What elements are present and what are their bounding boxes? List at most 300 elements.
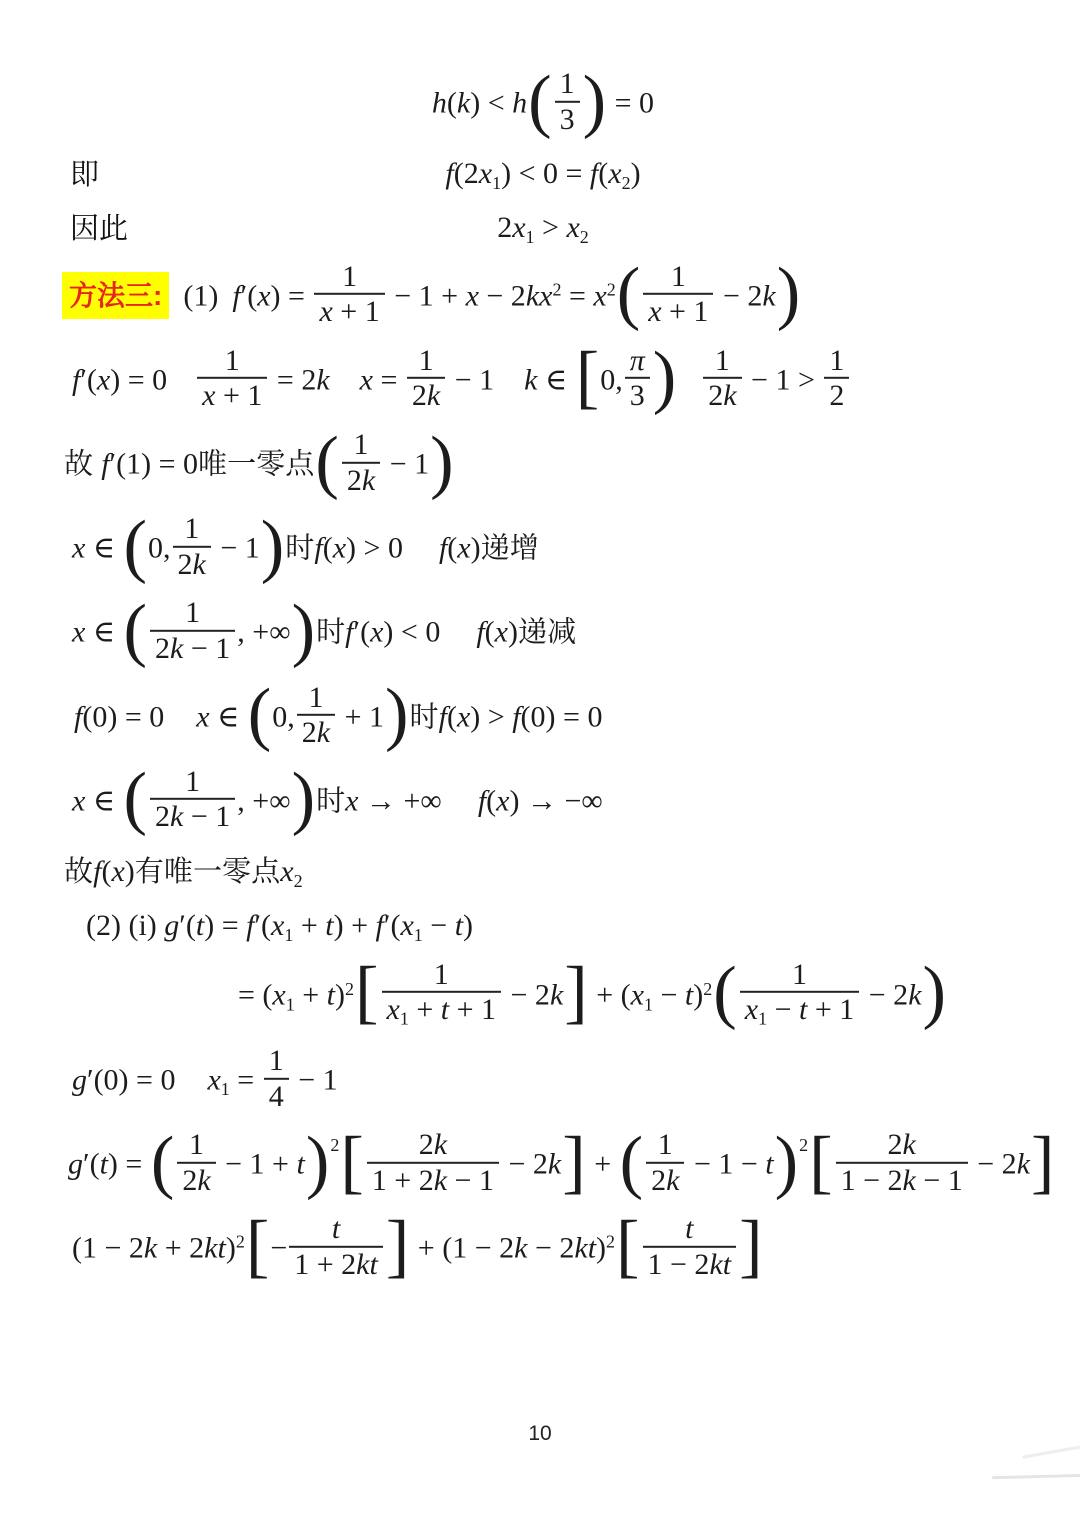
math-var: x bbox=[207, 1063, 221, 1097]
math-var: x bbox=[744, 992, 759, 1026]
math-var: t bbox=[799, 992, 808, 1026]
fraction bbox=[177, 1128, 215, 1197]
math-text: = bbox=[372, 363, 405, 397]
fraction bbox=[150, 596, 235, 665]
math-var: t bbox=[685, 1212, 694, 1246]
math-line: h(k) < h( $\frac{1}{3}$ ) = 0 bbox=[431, 61, 655, 140]
math-var: f bbox=[345, 615, 354, 649]
superscript: 2 bbox=[799, 1135, 809, 1156]
math-var: x bbox=[496, 784, 510, 818]
math-var: k bbox=[723, 379, 737, 413]
math-var: x bbox=[359, 363, 373, 397]
math-text: + bbox=[408, 992, 441, 1026]
math-text: ) < 0 bbox=[383, 615, 441, 649]
math-text: ) = bbox=[204, 909, 247, 943]
math-var: x bbox=[478, 157, 493, 191]
math-var: h bbox=[512, 86, 528, 120]
math-var: f bbox=[246, 909, 255, 943]
math-text: − bbox=[270, 1231, 288, 1265]
math-var: x bbox=[319, 295, 333, 329]
math-var: k bbox=[762, 279, 776, 313]
math-var: x bbox=[465, 279, 479, 313]
math-text: = 0 bbox=[607, 86, 655, 120]
denominator bbox=[625, 377, 650, 413]
math-text: ) bbox=[225, 1231, 236, 1265]
numerator bbox=[289, 1212, 383, 1246]
subscript: 1 bbox=[284, 925, 294, 945]
fraction bbox=[367, 1128, 499, 1197]
fraction bbox=[643, 1212, 737, 1281]
fraction bbox=[625, 344, 650, 413]
math-var: k bbox=[433, 1127, 448, 1161]
math-text: ) + bbox=[333, 909, 376, 943]
math-text: − bbox=[767, 992, 799, 1026]
math-text: 递增 bbox=[480, 532, 539, 565]
denominator bbox=[836, 1162, 968, 1198]
math-text: + bbox=[294, 978, 327, 1012]
math-var: x bbox=[280, 855, 294, 888]
fraction bbox=[173, 512, 211, 581]
math-var: kt bbox=[709, 1247, 732, 1281]
math-text: − 1 bbox=[290, 1063, 338, 1097]
math-var: π bbox=[629, 343, 645, 377]
math-text: 1 + 2 bbox=[294, 1247, 357, 1281]
subscript: 2 bbox=[621, 172, 631, 193]
math-var: x bbox=[630, 978, 644, 1012]
math-var: t bbox=[325, 909, 334, 943]
math-var: x bbox=[96, 363, 111, 397]
math-text: ′( bbox=[179, 909, 196, 943]
math-text: ∈ bbox=[85, 615, 123, 649]
denominator bbox=[407, 377, 445, 413]
denominator bbox=[264, 1077, 289, 1113]
subscript: 1 bbox=[644, 993, 653, 1014]
math-var: g bbox=[72, 1063, 87, 1097]
math-var: f bbox=[512, 700, 521, 734]
math-var: t bbox=[326, 978, 336, 1012]
subscript: 1 bbox=[492, 172, 502, 193]
math-text: 时 bbox=[316, 616, 346, 649]
numerator bbox=[367, 1128, 499, 1162]
math-var: x bbox=[72, 784, 86, 818]
math-text: − 1 bbox=[447, 1163, 494, 1197]
math-text: ′( bbox=[254, 909, 272, 943]
math-text: ) bbox=[335, 978, 346, 1012]
math-text: 1 bbox=[657, 1127, 673, 1161]
numerator bbox=[740, 957, 860, 991]
math-var: f bbox=[232, 279, 241, 313]
math-var: x bbox=[593, 279, 607, 313]
math-var: k bbox=[547, 1147, 562, 1181]
math-text: 1 bbox=[792, 957, 807, 991]
math-text: 时 bbox=[409, 701, 439, 734]
math-var: f bbox=[438, 531, 448, 565]
math-line bbox=[62, 907, 1024, 946]
numerator bbox=[836, 1128, 968, 1162]
math-text: ) → −∞ bbox=[509, 784, 603, 818]
math-text: 1 bbox=[342, 259, 358, 293]
math-text: 2 bbox=[155, 800, 171, 834]
math-var: x bbox=[512, 211, 526, 245]
math-var: x bbox=[272, 978, 286, 1012]
math-text: ′( bbox=[83, 1147, 100, 1181]
math-var: kt bbox=[204, 1231, 226, 1265]
math-text: ) < 0 = bbox=[501, 157, 590, 191]
math-var: g bbox=[68, 1147, 83, 1181]
superscript: 2 bbox=[606, 279, 616, 300]
math-text: 1 − 2 bbox=[647, 1247, 710, 1281]
math-text: − 2 bbox=[715, 279, 763, 313]
denominator bbox=[824, 377, 849, 413]
math-text: 2 bbox=[301, 716, 317, 750]
math-var: f bbox=[101, 447, 110, 481]
method-label: 方法三: bbox=[62, 272, 169, 319]
denominator bbox=[177, 1162, 215, 1198]
math-text: − 2 bbox=[500, 1147, 548, 1181]
math-line: f′(x) = 0 $\frac{1}{x + 1}$ = 2k x = $\frac{1}{2k}$ − 1 k ∈ [0, $\frac{\pi}{3}$ ) $\frac{1}{2k}$ − 1 > $\frac{1}{2}$ bbox=[62, 348, 1024, 417]
fraction bbox=[824, 344, 849, 413]
math-var: k bbox=[361, 463, 376, 497]
math-text: ) bbox=[470, 531, 481, 565]
superscript: 2 bbox=[345, 978, 355, 999]
math-var: k bbox=[666, 1163, 680, 1197]
numerator bbox=[555, 67, 580, 101]
math-text: + 1 bbox=[449, 992, 497, 1026]
math-text: − 2 bbox=[503, 978, 550, 1012]
math-text: ∈ bbox=[209, 700, 247, 734]
math-var: k bbox=[549, 978, 564, 1012]
math-var: k bbox=[143, 1231, 158, 1265]
math-text: (1 − 2 bbox=[72, 1231, 144, 1265]
fraction bbox=[150, 765, 235, 834]
math-line: g′(t) = ( $\frac{1}{2k}$ − 1 + t)$^2$[ $\frac{2k}{1 + 2k - 1}$ − 2k] + ( $\frac{1}{2k}$ − 1 − t)$^2$[ $\frac{2k}{1 - 2k - 1}$ − 2k] bbox=[68, 1122, 1055, 1201]
subscript: 1 bbox=[758, 1008, 768, 1029]
subscript: 2 bbox=[293, 870, 303, 891]
superscript: 2 bbox=[552, 279, 562, 300]
fraction bbox=[197, 344, 267, 413]
math-text: 2 bbox=[829, 379, 845, 413]
math-text: (0) = 0 bbox=[520, 700, 603, 734]
math-lines bbox=[62, 61, 1055, 1286]
math-var: t bbox=[195, 909, 205, 943]
math-text: − bbox=[653, 978, 685, 1012]
math-text: = 2 bbox=[269, 363, 317, 397]
numerator bbox=[382, 957, 502, 991]
math-text: ∈ bbox=[85, 531, 123, 565]
math-line: x ∈ ( $\frac{1}{2k - 1}$ , +∞)时f′(x) < 0 f(x)递减 bbox=[72, 591, 577, 670]
math-text: 2 bbox=[346, 463, 362, 497]
math-text: ( bbox=[322, 531, 333, 565]
math-var: x bbox=[271, 909, 285, 943]
math-text: 唯一零点 bbox=[198, 448, 315, 481]
fraction bbox=[643, 259, 713, 328]
math-text: 2 bbox=[182, 1163, 198, 1197]
math-text: ′(1) = 0 bbox=[109, 447, 198, 481]
math-text: − 1 bbox=[915, 1163, 963, 1197]
subscript: 1 bbox=[399, 1008, 409, 1029]
fraction bbox=[740, 957, 860, 1029]
math-text: ) = 0 bbox=[110, 363, 168, 397]
denominator bbox=[173, 546, 211, 582]
fraction bbox=[342, 428, 380, 497]
math-var: x bbox=[111, 855, 125, 888]
math-var: k bbox=[197, 1163, 211, 1197]
math-text: 3 bbox=[629, 379, 645, 413]
math-text: 1 bbox=[714, 343, 730, 377]
fraction bbox=[646, 1128, 684, 1197]
math-var: x bbox=[457, 531, 471, 565]
denominator bbox=[197, 377, 267, 413]
math-text: ( bbox=[446, 700, 457, 734]
math-text: 1 bbox=[353, 427, 369, 461]
math-text: + ( bbox=[588, 978, 631, 1012]
math-line: $(1 - 2k + 2kt)^2[-$ $\frac{t}{1 + 2kt}$ ] + $(1 - 2k - 2kt)^2$[ $\frac{t}{1 - 2kt}$ ] bbox=[72, 1207, 763, 1286]
math-var: x bbox=[386, 992, 400, 1026]
math-text: − 2 bbox=[969, 1147, 1017, 1181]
denominator bbox=[646, 1162, 684, 1198]
math-text: (0) = 0 bbox=[82, 700, 165, 734]
math-text: − 1 bbox=[447, 363, 495, 397]
math-line: x ∈ ( $\frac{1}{2k - 1}$ , +∞)时x → +∞ f(x) → −∞ bbox=[72, 759, 603, 838]
numerator bbox=[625, 344, 650, 378]
math-var: x bbox=[648, 295, 662, 329]
math-text: 有唯一零点 bbox=[134, 856, 281, 888]
math-var: f bbox=[72, 363, 81, 397]
numerator bbox=[703, 344, 741, 378]
math-var: t bbox=[454, 909, 464, 943]
superscript: 2 bbox=[703, 978, 713, 999]
superscript: 2 bbox=[330, 1135, 340, 1156]
math-text: , +∞ bbox=[237, 784, 291, 818]
math-text: 1 bbox=[268, 1043, 284, 1077]
math-text: − 1 bbox=[382, 447, 430, 481]
numerator bbox=[197, 344, 267, 378]
math-text: ) > 0 bbox=[346, 531, 403, 565]
math-text: ) bbox=[508, 615, 518, 649]
math-text: ( bbox=[447, 531, 458, 565]
math-var: f bbox=[74, 700, 83, 734]
math-text: 1 bbox=[185, 764, 201, 798]
math-text: ( bbox=[484, 615, 495, 649]
math-line: x ∈ (0, $\frac{1}{2k}$ − 1)时f(x) > 0 f(x)递增 bbox=[72, 506, 539, 585]
fraction bbox=[555, 67, 580, 136]
math-text: 1 bbox=[224, 343, 240, 377]
math-text: + 1 bbox=[332, 295, 380, 329]
math-text: ) = bbox=[107, 1147, 150, 1181]
math-text: − 1 + bbox=[386, 279, 466, 313]
numerator bbox=[297, 680, 335, 714]
math-text: − 2 bbox=[478, 279, 526, 313]
numerator bbox=[646, 1128, 684, 1162]
subscript: 1 bbox=[413, 925, 423, 945]
numerator bbox=[314, 259, 384, 293]
math-var: kt bbox=[356, 1247, 378, 1281]
math-text: ) bbox=[124, 855, 135, 888]
math-text: ∈ bbox=[85, 784, 123, 818]
math-text: − 1 bbox=[183, 631, 231, 665]
fraction bbox=[836, 1128, 968, 1197]
numerator bbox=[264, 1044, 289, 1078]
math-text: = ( bbox=[238, 978, 273, 1012]
math-var: t bbox=[331, 1212, 341, 1246]
math-text: + bbox=[586, 1147, 619, 1181]
page-curl-shadow bbox=[992, 1472, 1080, 1479]
fraction bbox=[289, 1212, 383, 1281]
math-text: 1 − 2 bbox=[840, 1163, 903, 1197]
math-var: k bbox=[316, 363, 330, 397]
math-line bbox=[62, 209, 1024, 248]
denominator bbox=[740, 991, 860, 1029]
math-var: x bbox=[456, 700, 471, 734]
math-text: ) = bbox=[270, 279, 313, 313]
math-line bbox=[62, 853, 1024, 892]
math-var: f bbox=[375, 909, 384, 943]
math-text: 2 bbox=[708, 379, 724, 413]
math-var: x bbox=[332, 531, 347, 565]
math-var: k bbox=[170, 800, 184, 834]
math-text: 时 bbox=[316, 785, 346, 818]
math-text: 1 bbox=[418, 343, 434, 377]
math-var: f bbox=[445, 157, 454, 191]
denominator bbox=[150, 798, 235, 834]
math-var: t bbox=[99, 1147, 108, 1181]
math-text: ( bbox=[486, 784, 497, 818]
math-var: t bbox=[296, 1147, 305, 1181]
math-text: , +∞ bbox=[237, 615, 291, 649]
math-var: k bbox=[316, 716, 331, 750]
math-text: 2 bbox=[497, 211, 513, 245]
math-text: ) bbox=[596, 1231, 607, 1265]
math-text: (2) (i) bbox=[86, 909, 165, 943]
math-var: x bbox=[202, 379, 216, 413]
math-text: + 1 bbox=[661, 295, 709, 329]
fraction bbox=[264, 1044, 289, 1113]
math-text: ) bbox=[693, 978, 704, 1012]
math-text: ) bbox=[630, 157, 641, 191]
math-text: 2 bbox=[418, 1127, 434, 1161]
math-text: > bbox=[534, 211, 567, 245]
subscript: 1 bbox=[525, 227, 535, 248]
math-text: 2 bbox=[177, 547, 193, 581]
math-line: f(0) = 0 x ∈ (0, $\frac{1}{2k}$ + 1)时f(x) > f(0) = 0 bbox=[74, 675, 603, 754]
numerator bbox=[407, 344, 445, 378]
numerator bbox=[824, 344, 849, 378]
math-var: k bbox=[902, 1163, 916, 1197]
math-text: (1) bbox=[183, 279, 219, 313]
math-text: + 2 bbox=[157, 1231, 205, 1265]
math-text: ′(0) = 0 bbox=[87, 1063, 176, 1097]
fraction bbox=[297, 680, 335, 749]
superscript: 2 bbox=[606, 1231, 616, 1252]
math-var: k bbox=[514, 1231, 528, 1265]
math-var: f bbox=[589, 157, 599, 191]
math-text: 2 bbox=[411, 379, 427, 413]
denominator bbox=[150, 630, 235, 666]
math-text: + 1 bbox=[807, 992, 855, 1026]
math-var: t bbox=[765, 1147, 774, 1181]
numerator bbox=[150, 765, 235, 799]
subscript: 1 bbox=[220, 1079, 230, 1100]
math-text: 1 bbox=[670, 259, 686, 293]
math-text: 1 + 2 bbox=[371, 1163, 434, 1197]
math-text: → +∞ bbox=[358, 784, 442, 818]
math-var: k bbox=[433, 1163, 448, 1197]
subscript: 1 bbox=[285, 993, 295, 1014]
denominator bbox=[297, 714, 335, 750]
math-text: 0, bbox=[600, 363, 623, 397]
math-text: − 1 − bbox=[686, 1147, 766, 1181]
math-text: 时 bbox=[285, 532, 315, 565]
math-var: f bbox=[314, 531, 323, 565]
denominator bbox=[314, 293, 384, 329]
math-text: − bbox=[422, 909, 455, 943]
math-var: kt bbox=[574, 1231, 597, 1265]
numerator bbox=[643, 259, 713, 293]
math-var: kx bbox=[525, 279, 553, 313]
math-text: − 1 > bbox=[743, 363, 823, 397]
math-text: ) bbox=[463, 909, 474, 943]
math-text: 0, bbox=[272, 700, 295, 734]
math-text: − 1 bbox=[212, 531, 260, 565]
denominator bbox=[643, 293, 713, 329]
page-curl-shadow bbox=[1022, 1444, 1080, 1458]
math-var: x bbox=[257, 279, 271, 313]
math-text: − 1 + bbox=[217, 1147, 297, 1181]
math-var: x bbox=[72, 615, 86, 649]
math-text: 1 bbox=[185, 596, 201, 630]
superscript: 2 bbox=[235, 1231, 245, 1252]
math-text: ′( bbox=[240, 279, 258, 313]
math-text: 2 bbox=[651, 1163, 667, 1197]
math-text: ′( bbox=[80, 363, 97, 397]
math-text: = bbox=[561, 279, 594, 313]
math-text: 2 bbox=[155, 631, 171, 665]
math-text: 递减 bbox=[518, 616, 577, 649]
math-line: = $(x1 + t)^2$[ $\frac{1}{x1 + t + 1}$ − $2k] + (x1 - t)^2$( $\frac{1}{x1 - t + 1}$ − 2k) bbox=[238, 953, 946, 1032]
math-text: 1 bbox=[308, 680, 324, 714]
math-var: k bbox=[908, 978, 922, 1012]
math-var: x bbox=[494, 615, 508, 649]
fraction bbox=[314, 259, 384, 328]
math-text: 1 bbox=[829, 343, 845, 377]
math-text: ( bbox=[101, 855, 112, 888]
math-line: 故 f′(1) = 0唯一零点( $\frac{1}{2k}$ − 1) bbox=[64, 422, 454, 501]
math-text: 1 bbox=[184, 512, 200, 546]
math-text: 故 bbox=[64, 448, 102, 481]
math-text: ) > bbox=[470, 700, 513, 734]
math-text: = bbox=[229, 1063, 262, 1097]
numerator bbox=[177, 1128, 215, 1162]
denominator bbox=[342, 461, 380, 497]
page-number: 10 bbox=[528, 1422, 552, 1445]
math-text: − 2 bbox=[861, 978, 909, 1012]
math-text: + bbox=[293, 909, 326, 943]
math-text: 2 bbox=[887, 1127, 903, 1161]
math-text: + (1 − 2 bbox=[410, 1231, 515, 1265]
subscript: 2 bbox=[579, 227, 589, 248]
math-var: t bbox=[440, 992, 450, 1026]
math-var: x bbox=[400, 909, 414, 943]
math-var: x bbox=[370, 615, 384, 649]
fraction bbox=[407, 344, 445, 413]
math-var: x bbox=[608, 157, 622, 191]
denominator bbox=[555, 100, 580, 136]
math-var: x bbox=[72, 531, 86, 565]
line-label: 因此 bbox=[70, 212, 129, 245]
math-text: (2 bbox=[453, 157, 479, 191]
math-line: 方法三: (1) f′(x) = $\frac{1}{x + 1}$ − $1 + x - 2kx^2 = x^2$( $\frac{1}{x + 1}$ − 2k) bbox=[62, 264, 1024, 333]
math-line bbox=[62, 155, 1024, 194]
